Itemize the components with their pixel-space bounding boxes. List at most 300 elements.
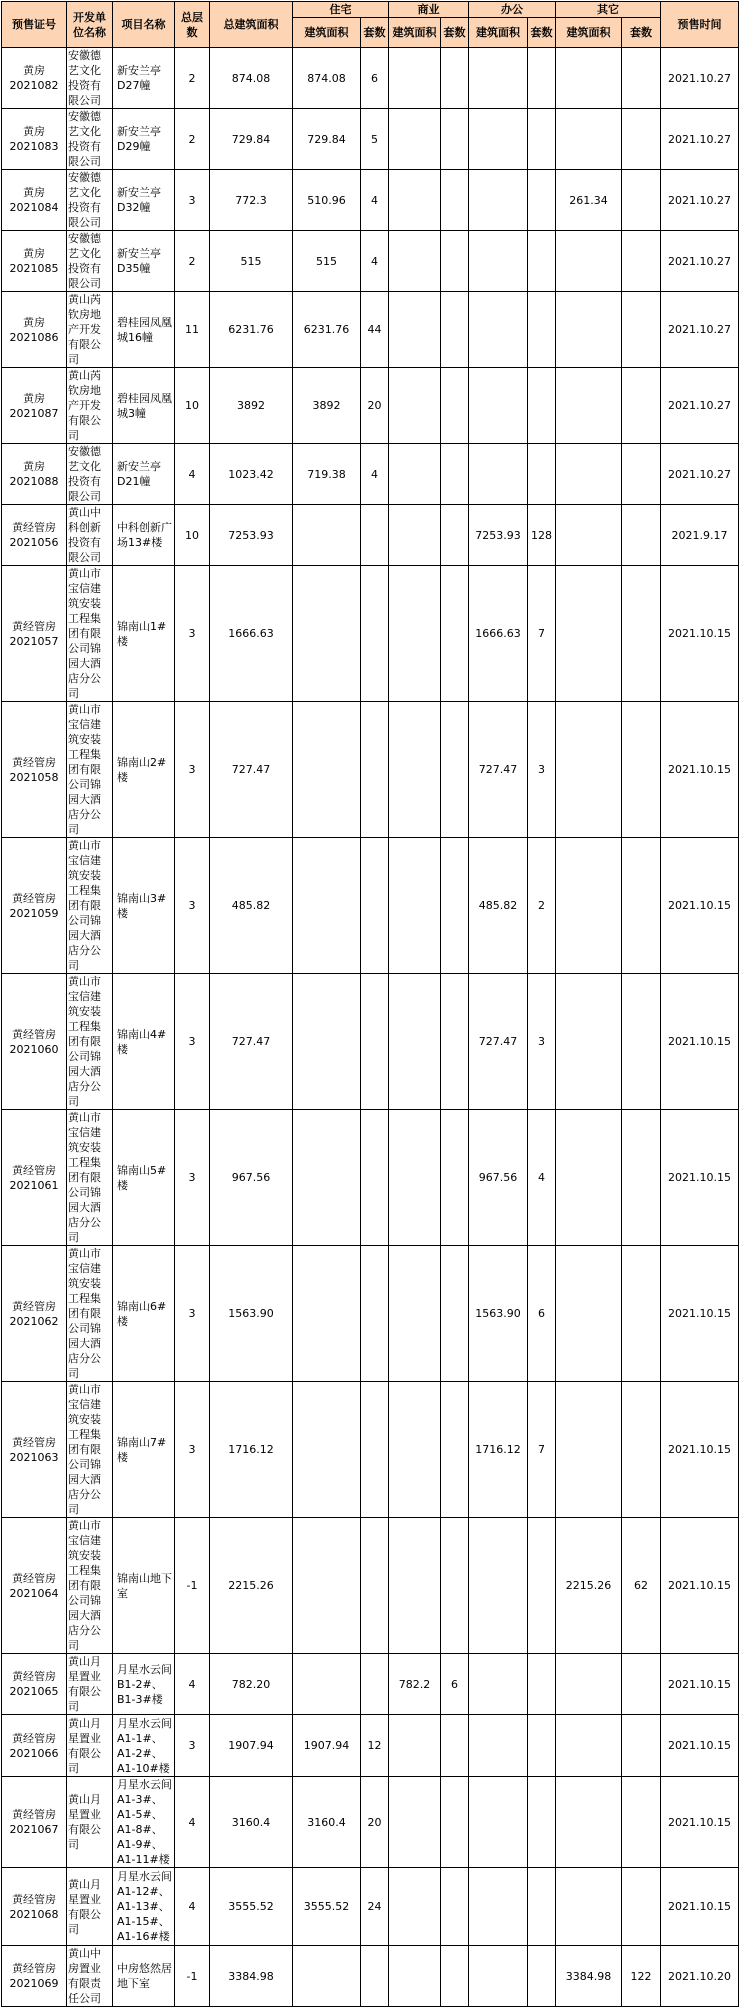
commercial-units-cell xyxy=(441,566,469,702)
permit-cell: 黄经管房2021057 xyxy=(2,566,67,702)
residential-area-cell: 510.96 xyxy=(293,170,361,231)
presale-date-cell: 2021.10.27 xyxy=(661,368,739,444)
commercial-area-cell xyxy=(389,1518,441,1654)
developer-cell: 黄山芮钦房地产开发有限公司 xyxy=(67,292,113,368)
total-area-cell: 727.47 xyxy=(210,974,293,1110)
office-area-cell xyxy=(469,170,528,231)
office-units-cell xyxy=(528,368,556,444)
presale-date-cell: 2021.10.15 xyxy=(661,1518,739,1654)
floors-cell: 3 xyxy=(175,566,210,702)
permit-cell: 黄经管房2021063 xyxy=(2,1382,67,1518)
table-row xyxy=(2,292,739,368)
other-area-cell xyxy=(556,1654,622,1715)
presale-date-cell: 2021.10.15 xyxy=(661,1110,739,1246)
developer-cell: 黄山市宝信建筑安装工程集团有限公司锦园大酒店分公司 xyxy=(67,1110,113,1246)
developer-cell: 黄山中科创新投资有限公司 xyxy=(67,505,113,566)
project-cell: 新安兰亭D35幢 xyxy=(113,231,175,292)
office-units-cell: 128 xyxy=(528,505,556,566)
commercial-units-cell xyxy=(441,505,469,566)
other-units-cell: 62 xyxy=(622,1518,661,1654)
other-units-cell: 122 xyxy=(622,1946,661,2007)
floors-cell: 3 xyxy=(175,1382,210,1518)
presale-date-cell: 2021.10.15 xyxy=(661,1382,739,1518)
residential-area-cell: 729.84 xyxy=(293,109,361,170)
developer-cell: 安徽德艺文化投资有限公司 xyxy=(67,444,113,505)
permit-cell: 黄房2021088 xyxy=(2,444,67,505)
floors-cell: 4 xyxy=(175,1777,210,1868)
commercial-area-cell xyxy=(389,292,441,368)
permit-cell: 黄经管房2021067 xyxy=(2,1777,67,1868)
project-cell: 锦南山2#楼 xyxy=(113,702,175,838)
residential-units-cell xyxy=(361,1518,389,1654)
office-units-cell: 7 xyxy=(528,1382,556,1518)
permit-cell: 黄经管房2021069 xyxy=(2,1946,67,2007)
table-row xyxy=(2,974,739,1110)
header-other: 其它 xyxy=(556,2,661,18)
office-area-cell xyxy=(469,1715,528,1777)
permit-cell: 黄经管房2021066 xyxy=(2,1715,67,1777)
floors-cell: 3 xyxy=(175,974,210,1110)
other-area-cell xyxy=(556,368,622,444)
permit-cell: 黄经管房2021060 xyxy=(2,974,67,1110)
residential-area-cell xyxy=(293,1654,361,1715)
total-area-cell: 1023.42 xyxy=(210,444,293,505)
residential-area-cell xyxy=(293,1518,361,1654)
office-area-cell xyxy=(469,368,528,444)
other-units-cell xyxy=(622,48,661,109)
table-row xyxy=(2,1777,739,1868)
office-area-cell: 1716.12 xyxy=(469,1382,528,1518)
permit-cell: 黄房2021087 xyxy=(2,368,67,444)
project-cell: 锦南山3#楼 xyxy=(113,838,175,974)
commercial-area-cell xyxy=(389,1246,441,1382)
office-units-cell xyxy=(528,1946,556,2007)
header-office-units: 套数 xyxy=(528,18,556,48)
project-cell: 锦南山7#楼 xyxy=(113,1382,175,1518)
presale-date-cell: 2021.10.27 xyxy=(661,444,739,505)
table-row xyxy=(2,1382,739,1518)
office-units-cell: 2 xyxy=(528,838,556,974)
office-area-cell xyxy=(469,1946,528,2007)
office-area-cell xyxy=(469,292,528,368)
total-area-cell: 3160.4 xyxy=(210,1777,293,1868)
other-units-cell xyxy=(622,1110,661,1246)
residential-units-cell xyxy=(361,1110,389,1246)
project-cell: 新安兰亭D29幢 xyxy=(113,109,175,170)
residential-area-cell: 3555.52 xyxy=(293,1868,361,1946)
residential-units-cell xyxy=(361,1382,389,1518)
office-units-cell: 7 xyxy=(528,566,556,702)
other-area-cell xyxy=(556,48,622,109)
header-commercial-area: 建筑面积 xyxy=(389,18,441,48)
presale-date-cell: 2021.10.15 xyxy=(661,566,739,702)
total-area-cell: 967.56 xyxy=(210,1110,293,1246)
commercial-units-cell xyxy=(441,170,469,231)
commercial-area-cell xyxy=(389,48,441,109)
project-cell: 锦南山5#楼 xyxy=(113,1110,175,1246)
commercial-area-cell xyxy=(389,838,441,974)
header-office-area: 建筑面积 xyxy=(469,18,528,48)
table-body xyxy=(2,48,739,2007)
permit-cell: 黄经管房2021062 xyxy=(2,1246,67,1382)
floors-cell: 3 xyxy=(175,702,210,838)
permit-cell: 黄房2021084 xyxy=(2,170,67,231)
other-area-cell xyxy=(556,1777,622,1868)
floors-cell: 3 xyxy=(175,170,210,231)
floors-cell: 3 xyxy=(175,1246,210,1382)
commercial-units-cell: 6 xyxy=(441,1654,469,1715)
office-area-cell xyxy=(469,1518,528,1654)
residential-units-cell: 20 xyxy=(361,1777,389,1868)
developer-cell: 安徽德艺文化投资有限公司 xyxy=(67,48,113,109)
floors-cell: 4 xyxy=(175,444,210,505)
project-cell: 新安兰亭D27幢 xyxy=(113,48,175,109)
other-area-cell: 3384.98 xyxy=(556,1946,622,2007)
residential-units-cell xyxy=(361,1946,389,2007)
commercial-area-cell xyxy=(389,1715,441,1777)
header-office: 办公 xyxy=(469,2,556,18)
other-area-cell xyxy=(556,505,622,566)
developer-cell: 黄山市宝信建筑安装工程集团有限公司锦园大酒店分公司 xyxy=(67,702,113,838)
presale-date-cell: 2021.10.27 xyxy=(661,231,739,292)
table-row xyxy=(2,48,739,109)
project-cell: 中科创新广场13#楼 xyxy=(113,505,175,566)
permit-cell: 黄经管房2021058 xyxy=(2,702,67,838)
total-area-cell: 6231.76 xyxy=(210,292,293,368)
other-area-cell xyxy=(556,444,622,505)
header-other-units: 套数 xyxy=(622,18,661,48)
office-area-cell xyxy=(469,48,528,109)
developer-cell: 黄山月星置业有限公司 xyxy=(67,1654,113,1715)
commercial-area-cell xyxy=(389,1777,441,1868)
other-units-cell xyxy=(622,292,661,368)
total-area-cell: 1666.63 xyxy=(210,566,293,702)
table-row xyxy=(2,1715,739,1777)
developer-cell: 黄山市宝信建筑安装工程集团有限公司锦园大酒店分公司 xyxy=(67,838,113,974)
residential-area-cell xyxy=(293,566,361,702)
residential-area-cell xyxy=(293,1382,361,1518)
header-residential: 住宅 xyxy=(293,2,389,18)
office-units-cell: 4 xyxy=(528,1110,556,1246)
developer-cell: 安徽德艺文化投资有限公司 xyxy=(67,170,113,231)
project-cell: 中房悠然居地下室 xyxy=(113,1946,175,2007)
commercial-area-cell xyxy=(389,109,441,170)
commercial-area-cell: 782.2 xyxy=(389,1654,441,1715)
total-area-cell: 1907.94 xyxy=(210,1715,293,1777)
total-area-cell: 727.47 xyxy=(210,702,293,838)
project-cell: 锦南山6#楼 xyxy=(113,1246,175,1382)
floors-cell: 3 xyxy=(175,1715,210,1777)
residential-area-cell: 3160.4 xyxy=(293,1777,361,1868)
floors-cell: 2 xyxy=(175,109,210,170)
residential-area-cell xyxy=(293,974,361,1110)
commercial-units-cell xyxy=(441,1868,469,1946)
commercial-units-cell xyxy=(441,1110,469,1246)
commercial-units-cell xyxy=(441,48,469,109)
presale-date-cell: 2021.9.17 xyxy=(661,505,739,566)
project-cell: 锦南山1#楼 xyxy=(113,566,175,702)
total-area-cell: 3555.52 xyxy=(210,1868,293,1946)
project-cell: 碧桂园凤凰城16幢 xyxy=(113,292,175,368)
project-cell: 月星水云间B1-2#、B1-3#楼 xyxy=(113,1654,175,1715)
office-units-cell xyxy=(528,1868,556,1946)
other-area-cell xyxy=(556,292,622,368)
presale-date-cell: 2021.10.15 xyxy=(661,1654,739,1715)
office-area-cell xyxy=(469,109,528,170)
developer-cell: 黄山市宝信建筑安装工程集团有限公司锦园大酒店分公司 xyxy=(67,566,113,702)
residential-units-cell: 4 xyxy=(361,170,389,231)
residential-area-cell: 1907.94 xyxy=(293,1715,361,1777)
table-row xyxy=(2,1654,739,1715)
table-row xyxy=(2,1246,739,1382)
residential-area-cell xyxy=(293,702,361,838)
total-area-cell: 2215.26 xyxy=(210,1518,293,1654)
residential-area-cell: 874.08 xyxy=(293,48,361,109)
commercial-units-cell xyxy=(441,1518,469,1654)
other-units-cell xyxy=(622,231,661,292)
permit-cell: 黄房2021082 xyxy=(2,48,67,109)
commercial-area-cell xyxy=(389,1110,441,1246)
project-cell: 碧桂园凤凰城3幢 xyxy=(113,368,175,444)
office-units-cell xyxy=(528,1654,556,1715)
table-header xyxy=(2,2,739,48)
commercial-area-cell xyxy=(389,1946,441,2007)
other-area-cell xyxy=(556,231,622,292)
commercial-area-cell xyxy=(389,702,441,838)
presale-date-cell: 2021.10.15 xyxy=(661,1246,739,1382)
total-area-cell: 3892 xyxy=(210,368,293,444)
residential-units-cell: 4 xyxy=(361,231,389,292)
commercial-area-cell xyxy=(389,1868,441,1946)
residential-area-cell xyxy=(293,838,361,974)
office-units-cell xyxy=(528,231,556,292)
header-permit-no: 预售证号 xyxy=(2,2,67,48)
residential-units-cell: 5 xyxy=(361,109,389,170)
other-area-cell xyxy=(556,838,622,974)
office-area-cell xyxy=(469,1777,528,1868)
floors-cell: 4 xyxy=(175,1868,210,1946)
other-area-cell xyxy=(556,109,622,170)
commercial-units-cell xyxy=(441,1946,469,2007)
developer-cell: 黄山月星置业有限公司 xyxy=(67,1777,113,1868)
residential-units-cell: 4 xyxy=(361,444,389,505)
table-row xyxy=(2,444,739,505)
office-area-cell: 727.47 xyxy=(469,974,528,1110)
commercial-units-cell xyxy=(441,444,469,505)
table-row xyxy=(2,368,739,444)
table-row xyxy=(2,1110,739,1246)
presale-date-cell: 2021.10.27 xyxy=(661,48,739,109)
presale-date-cell: 2021.10.15 xyxy=(661,838,739,974)
table-row xyxy=(2,838,739,974)
residential-units-cell: 20 xyxy=(361,368,389,444)
header-developer: 开发单位名称 xyxy=(67,2,113,48)
total-area-cell: 874.08 xyxy=(210,48,293,109)
office-area-cell xyxy=(469,231,528,292)
office-area-cell: 485.82 xyxy=(469,838,528,974)
header-project: 项目名称 xyxy=(113,2,175,48)
project-cell: 新安兰亭D32幢 xyxy=(113,170,175,231)
developer-cell: 安徽德艺文化投资有限公司 xyxy=(67,231,113,292)
other-area-cell xyxy=(556,1382,622,1518)
permit-cell: 黄经管房2021064 xyxy=(2,1518,67,1654)
permit-cell: 黄经管房2021065 xyxy=(2,1654,67,1715)
other-units-cell xyxy=(622,1382,661,1518)
office-units-cell xyxy=(528,109,556,170)
presale-date-cell: 2021.10.15 xyxy=(661,1715,739,1777)
commercial-area-cell xyxy=(389,1382,441,1518)
table-row xyxy=(2,231,739,292)
commercial-area-cell xyxy=(389,231,441,292)
office-area-cell xyxy=(469,444,528,505)
table-row xyxy=(2,566,739,702)
developer-cell: 黄山月星置业有限公司 xyxy=(67,1868,113,1946)
residential-area-cell xyxy=(293,1946,361,2007)
permit-cell: 黄房2021083 xyxy=(2,109,67,170)
commercial-units-cell xyxy=(441,1246,469,1382)
floors-cell: -1 xyxy=(175,1946,210,2007)
project-cell: 月星水云间A1-1#、A1-2#、A1-10#楼 xyxy=(113,1715,175,1777)
residential-units-cell xyxy=(361,1654,389,1715)
other-area-cell: 2215.26 xyxy=(556,1518,622,1654)
total-area-cell: 485.82 xyxy=(210,838,293,974)
table-row xyxy=(2,505,739,566)
office-units-cell: 3 xyxy=(528,702,556,838)
commercial-units-cell xyxy=(441,974,469,1110)
project-cell: 新安兰亭D21幢 xyxy=(113,444,175,505)
other-area-cell xyxy=(556,1868,622,1946)
other-area-cell: 261.34 xyxy=(556,170,622,231)
permit-cell: 黄经管房2021061 xyxy=(2,1110,67,1246)
total-area-cell: 3384.98 xyxy=(210,1946,293,2007)
office-area-cell: 1666.63 xyxy=(469,566,528,702)
residential-units-cell: 24 xyxy=(361,1868,389,1946)
header-commercial-units: 套数 xyxy=(441,18,469,48)
project-cell: 月星水云间A1-3#、A1-5#、A1-8#、A1-9#、A1-11#楼 xyxy=(113,1777,175,1868)
office-units-cell xyxy=(528,170,556,231)
office-area-cell: 1563.90 xyxy=(469,1246,528,1382)
office-area-cell: 7253.93 xyxy=(469,505,528,566)
commercial-area-cell xyxy=(389,566,441,702)
table-row xyxy=(2,109,739,170)
office-units-cell xyxy=(528,444,556,505)
residential-area-cell: 3892 xyxy=(293,368,361,444)
residential-units-cell: 44 xyxy=(361,292,389,368)
table-row xyxy=(2,1518,739,1654)
other-units-cell xyxy=(622,109,661,170)
other-area-cell xyxy=(556,1110,622,1246)
office-area-cell xyxy=(469,1654,528,1715)
other-area-cell xyxy=(556,566,622,702)
developer-cell: 黄山市宝信建筑安装工程集团有限公司锦园大酒店分公司 xyxy=(67,1518,113,1654)
other-units-cell xyxy=(622,368,661,444)
commercial-units-cell xyxy=(441,838,469,974)
presale-permit-table xyxy=(1,1,739,2007)
commercial-units-cell xyxy=(441,368,469,444)
presale-date-cell: 2021.10.15 xyxy=(661,974,739,1110)
developer-cell: 黄山市宝信建筑安装工程集团有限公司锦园大酒店分公司 xyxy=(67,1382,113,1518)
other-units-cell xyxy=(622,444,661,505)
table-row xyxy=(2,702,739,838)
header-residential-units: 套数 xyxy=(361,18,389,48)
residential-units-cell xyxy=(361,974,389,1110)
other-units-cell xyxy=(622,702,661,838)
residential-units-cell: 6 xyxy=(361,48,389,109)
commercial-area-cell xyxy=(389,505,441,566)
residential-area-cell xyxy=(293,1246,361,1382)
commercial-units-cell xyxy=(441,109,469,170)
residential-area-cell: 719.38 xyxy=(293,444,361,505)
floors-cell: 4 xyxy=(175,1654,210,1715)
header-row-main xyxy=(2,2,739,18)
commercial-units-cell xyxy=(441,702,469,838)
permit-cell: 黄房2021086 xyxy=(2,292,67,368)
developer-cell: 黄山市宝信建筑安装工程集团有限公司锦园大酒店分公司 xyxy=(67,974,113,1110)
commercial-units-cell xyxy=(441,231,469,292)
other-area-cell xyxy=(556,1246,622,1382)
floors-cell: 10 xyxy=(175,368,210,444)
floors-cell: -1 xyxy=(175,1518,210,1654)
header-sale-time: 预售时间 xyxy=(661,2,739,48)
total-area-cell: 7253.93 xyxy=(210,505,293,566)
commercial-area-cell xyxy=(389,974,441,1110)
office-units-cell: 3 xyxy=(528,974,556,1110)
other-area-cell xyxy=(556,974,622,1110)
total-area-cell: 1716.12 xyxy=(210,1382,293,1518)
residential-area-cell: 6231.76 xyxy=(293,292,361,368)
floors-cell: 3 xyxy=(175,838,210,974)
residential-units-cell xyxy=(361,505,389,566)
permit-cell: 黄经管房2021068 xyxy=(2,1868,67,1946)
other-units-cell xyxy=(622,838,661,974)
total-area-cell: 729.84 xyxy=(210,109,293,170)
commercial-units-cell xyxy=(441,292,469,368)
developer-cell: 安徽德艺文化投资有限公司 xyxy=(67,109,113,170)
residential-area-cell xyxy=(293,505,361,566)
presale-table-container xyxy=(1,1,738,2007)
developer-cell: 黄山月星置业有限公司 xyxy=(67,1715,113,1777)
header-floors: 总层数 xyxy=(175,2,210,48)
other-units-cell xyxy=(622,170,661,231)
presale-date-cell: 2021.10.27 xyxy=(661,170,739,231)
project-cell: 锦南山4#楼 xyxy=(113,974,175,1110)
other-area-cell xyxy=(556,1715,622,1777)
residential-units-cell: 12 xyxy=(361,1715,389,1777)
developer-cell: 黄山中房置业有限责任公司 xyxy=(67,1946,113,2007)
residential-area-cell: 515 xyxy=(293,231,361,292)
other-units-cell xyxy=(622,1654,661,1715)
other-area-cell xyxy=(556,702,622,838)
developer-cell: 黄山芮钦房地产开发有限公司 xyxy=(67,368,113,444)
office-units-cell xyxy=(528,1715,556,1777)
commercial-area-cell xyxy=(389,368,441,444)
total-area-cell: 515 xyxy=(210,231,293,292)
permit-cell: 黄房2021085 xyxy=(2,231,67,292)
total-area-cell: 1563.90 xyxy=(210,1246,293,1382)
project-cell: 月星水云间A1-12#、A1-13#、A1-15#、A1-16#楼 xyxy=(113,1868,175,1946)
other-units-cell xyxy=(622,566,661,702)
presale-date-cell: 2021.10.15 xyxy=(661,702,739,838)
commercial-area-cell xyxy=(389,170,441,231)
other-units-cell xyxy=(622,1777,661,1868)
presale-date-cell: 2021.10.15 xyxy=(661,1868,739,1946)
presale-date-cell: 2021.10.15 xyxy=(661,1777,739,1868)
commercial-units-cell xyxy=(441,1382,469,1518)
header-other-area: 建筑面积 xyxy=(556,18,622,48)
permit-cell: 黄经管房2021056 xyxy=(2,505,67,566)
commercial-units-cell xyxy=(441,1777,469,1868)
total-area-cell: 772.3 xyxy=(210,170,293,231)
